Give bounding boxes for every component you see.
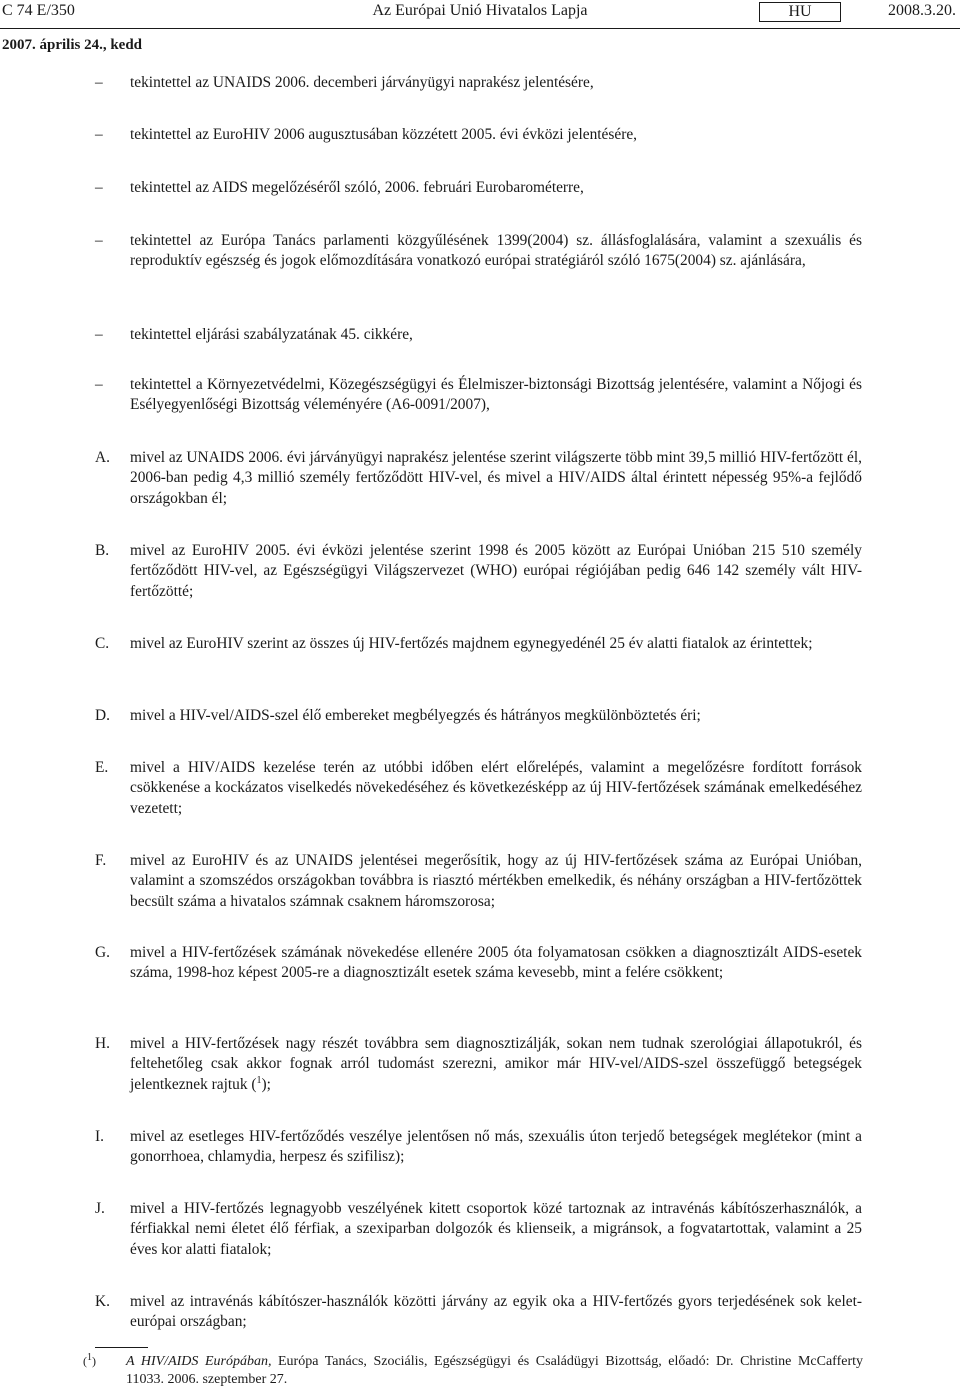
recital-item xyxy=(95,1292,862,1333)
recital-marker: C. xyxy=(95,635,110,652)
dash-marker: – xyxy=(95,126,103,143)
recital-item xyxy=(95,541,862,602)
recital-item xyxy=(95,706,862,726)
recital-text: mivel az UNAIDS 2006. évi járványügyi naprakész jelentése szerint világszerte több mint 39,5 millió HIV-fertőzött él, 2006-ban pedig 4,3 millió személy fertőződött HIV-vel, és mivel a HIV/AIDS által érintett népesség 95%-a fejlődő országokban él; xyxy=(130,449,862,507)
recital-text: mivel az EuroHIV 2005. évi évközi jelentése szerint 1998 és 2005 között az Európai Unióban 215 510 személy fertőződött HIV-vel, az Egészségügyi Világszervezet (WHO) európai régiójában pedig 646 142 személy vált HIV-fertőzötté; xyxy=(130,542,862,600)
recital-item xyxy=(95,448,862,509)
recital-marker: I. xyxy=(95,1128,104,1145)
recital-marker: F. xyxy=(95,852,107,869)
footnote-text xyxy=(126,1353,863,1388)
citation-item xyxy=(95,375,862,416)
citation-item xyxy=(95,125,862,145)
recital-text: mivel a HIV-fertőzések számának növekedése ellenére 2005 óta folyamatosan csökken a diagnosztizált AIDS-esetek száma, 1998-hoz képest 2005-re a diagnosztizált esetek száma kevesebb, mint a felére csökkent; xyxy=(130,944,862,982)
recital-item xyxy=(95,634,862,654)
recital-marker: D. xyxy=(95,707,110,724)
citation-text: tekintettel az Európa Tanács parlamenti közgyűlésének 1399(2004) sz. állásfoglalására, valamint a szexuális és reproduktív egészség és jogok előmozdítására vonatkozó európai stratégiáról szóló 1675(2004) sz. ajánlására, xyxy=(130,232,862,270)
footnote-separator xyxy=(95,1347,148,1348)
page-reference: C 74 E/350 xyxy=(2,2,75,19)
recital-marker: K. xyxy=(95,1293,110,1310)
recital-item xyxy=(95,758,862,819)
citation-item xyxy=(95,325,862,345)
header-rule xyxy=(0,28,960,29)
dash-marker: – xyxy=(95,376,103,393)
recital-text: mivel az EuroHIV szerint az összes új HIV-fertőzés majdnem egynegyedénél 25 év alatti fiatalok az érintettek; xyxy=(130,635,813,652)
dash-marker: – xyxy=(95,179,103,196)
recital-marker: G. xyxy=(95,944,110,961)
citation-text: tekintettel az UNAIDS 2006. decemberi járványügyi naprakész jelentésére, xyxy=(130,74,594,91)
citation-text: tekintettel az EuroHIV 2006 augusztusában közzétett 2005. évi évközi jelentésére, xyxy=(130,126,637,143)
citation-item xyxy=(95,73,862,93)
footnote-title: A HIV/AIDS Európában, xyxy=(126,1354,272,1369)
recital-item xyxy=(95,851,862,912)
recital-item xyxy=(95,943,862,984)
citation-text: tekintettel az AIDS megelőzéséről szóló, 2006. februári Eurobarométerre, xyxy=(130,179,584,196)
recital-marker: H. xyxy=(95,1035,110,1052)
recital-item xyxy=(95,1034,862,1095)
sitting-date: 2007. április 24., kedd xyxy=(2,37,143,53)
recital-item xyxy=(95,1199,862,1260)
recital-marker: E. xyxy=(95,759,109,776)
footnote xyxy=(83,1353,863,1388)
citation-text: tekintettel eljárási szabályzatának 45. cikkére, xyxy=(130,326,413,343)
recital-item xyxy=(95,1127,862,1168)
recital-text: mivel a HIV-vel/AIDS-szel élő embereket megbélyegzés és hátrányos megkülönböztetés éri; xyxy=(130,707,701,724)
recital-text: mivel az EuroHIV és az UNAIDS jelentései megerősítik, hogy az új HIV-fertőzések száma az Európai Unióban, valamint a szomszédos országokban továbbra is riasztó mértékben emelkedik, és néhány országban a HIV-fertőzöttek becsült száma a hivatalos számnak csaknem háromszorosa; xyxy=(130,852,862,910)
footnote-marker: ($^1$) xyxy=(83,1352,96,1368)
recital-text: mivel a HIV/AIDS kezelése terén az utóbbi időben elért előrelépés, valamint a megelőzésre fordított források csökkenése a kockázatos viselkedés növekedéséhez és következésképp az új HIV-fertőzések számának emelkedéséhez vezetett; xyxy=(130,759,862,817)
footnote-reference[interactable]: 1 xyxy=(256,1074,262,1086)
journal-title: Az Európai Unió Hivatalos Lapja xyxy=(372,2,588,19)
footnote-rest: Európa Tanács, Szociális, Egészségügyi és Családügyi Bizottság, előadó: Dr. Christine McCafferty 11033. 2006. szeptember 27. xyxy=(126,1354,863,1387)
dash-marker: – xyxy=(95,74,103,91)
citation-item xyxy=(95,231,862,272)
recital-text xyxy=(130,1034,862,1095)
citation-text: tekintettel a Környezetvédelmi, Közegészségügyi és Élelmiszer-biztonsági Bizottság jelentésére, valamint a Nőjogi és Esélyegyenlőségi Bizottság véleményére (A6-0091/2007), xyxy=(130,376,862,414)
recital-marker: B. xyxy=(95,542,110,559)
citation-item xyxy=(95,178,862,198)
recital-text-body: mivel a HIV-fertőzések nagy részét továbbra sem diagnosztizálják, sokan nem tudnak szerológiai állapotukról, és feltehetőleg csak akkor fognak arról tudomást szerezni, amikor már HIV-vel/AIDS-szel összefüggő betegségek jelentkeznek rajtuk ( xyxy=(130,1035,862,1093)
recital-marker: J. xyxy=(95,1200,105,1217)
recital-text: mivel az esetleges HIV-fertőződés veszélye jelentősen nő más, szexuális úton terjedő betegségek meglétekor (mint a gonorrhoea, chlamydia, herpesz és szifilisz); xyxy=(130,1128,862,1166)
recital-marker: A. xyxy=(95,449,110,466)
dash-marker: – xyxy=(95,326,103,343)
recital-text: mivel az intravénás kábítószer-használók közötti járvány az egyik oka a HIV-fertőzés gyors terjedésének sok kelet-európai országban; xyxy=(130,1293,862,1331)
recital-text: mivel a HIV-fertőzés legnagyobb veszélyének kitett csoportok közé tartoznak az intravénás kábítószerhasználók, a férfiakkal nemi életet élő férfiak, a szexiparban dolgozók és klienseik, a migránsok, a fogvatartottak, valamint a 25 éves kor alatti fiatalok; xyxy=(130,1200,862,1258)
language-code-box: HU xyxy=(759,2,841,22)
publication-date: 2008.3.20. xyxy=(888,2,956,19)
recital-text-tail: ); xyxy=(261,1075,271,1093)
page-header xyxy=(0,2,960,24)
dash-marker: – xyxy=(95,232,103,249)
